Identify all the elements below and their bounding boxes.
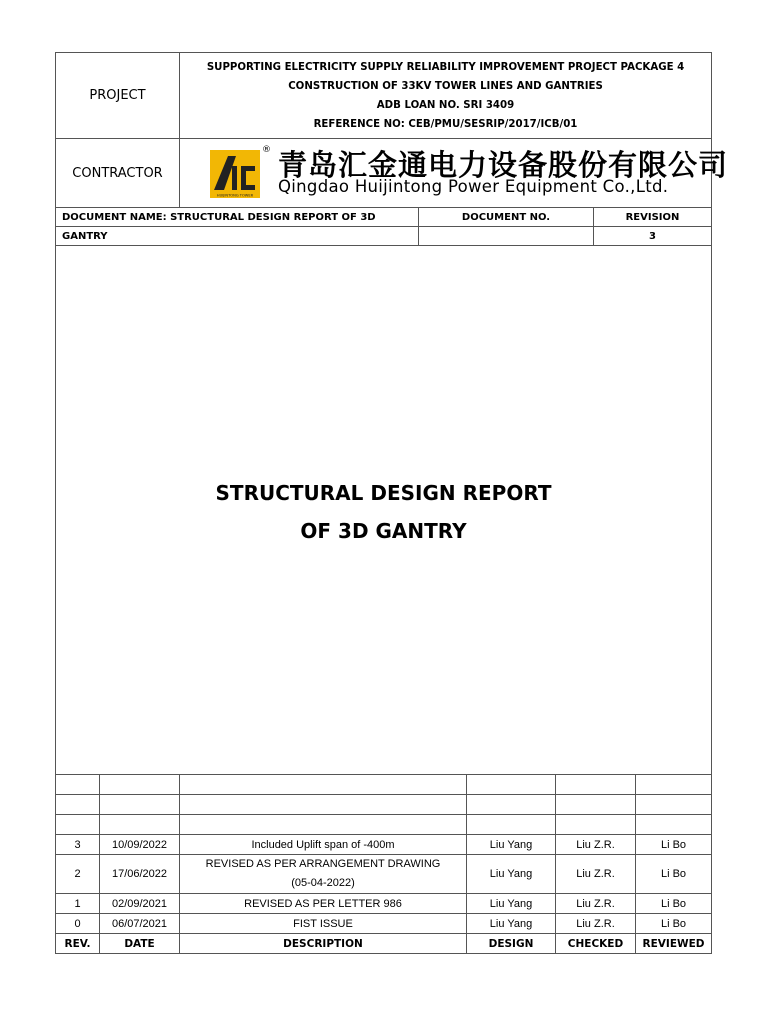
date-cell: 02/09/2021	[100, 894, 180, 914]
registered-mark: ®	[262, 145, 271, 155]
project-line: CONSTRUCTION OF 33KV TOWER LINES AND GANTRIES	[288, 80, 603, 92]
document-no-label: DOCUMENT NO.	[419, 208, 594, 227]
table-row	[56, 914, 712, 934]
document-frame	[55, 52, 729, 954]
table-row	[56, 795, 712, 815]
checked-cell: Liu Z.R.	[556, 835, 636, 855]
description-cell	[180, 855, 467, 894]
table-row	[56, 775, 712, 795]
checked-cell: Liu Z.R.	[556, 855, 636, 894]
contractor-name-en: Qingdao Huijintong Power Equipment Co.,Ltd.	[278, 177, 669, 196]
project-description	[180, 53, 712, 139]
header-design: DESIGN	[467, 934, 556, 954]
header-reviewed: REVIEWED	[636, 934, 712, 954]
design-cell: Liu Yang	[467, 914, 556, 934]
checked-cell: Liu Z.R.	[556, 914, 636, 934]
reviewed-cell: Li Bo	[636, 835, 712, 855]
contractor-label: CONTRACTOR	[56, 139, 180, 208]
revision-table	[55, 774, 712, 954]
description-line: (05-04-2022)	[291, 877, 355, 889]
project-line: REFERENCE NO: CEB/PMU/SESRIP/2017/ICB/01	[313, 118, 578, 130]
reviewed-cell: Li Bo	[636, 855, 712, 894]
rev-cell: 0	[56, 914, 100, 934]
revision-label: REVISION	[594, 208, 712, 227]
description-cell: FIST ISSUE	[180, 914, 467, 934]
rev-cell: 2	[56, 855, 100, 894]
header-date: DATE	[100, 934, 180, 954]
reviewed-cell: Li Bo	[636, 894, 712, 914]
design-cell: Liu Yang	[467, 894, 556, 914]
header-description: DESCRIPTION	[180, 934, 467, 954]
company-logo-icon	[210, 150, 260, 198]
report-title-line: OF 3D GANTRY	[300, 519, 467, 543]
header-rev: REV.	[56, 934, 100, 954]
contractor-logo	[180, 139, 729, 208]
description-cell: Included Uplift span of -400m	[180, 835, 467, 855]
reviewed-cell: Li Bo	[636, 914, 712, 934]
project-label: PROJECT	[56, 53, 180, 139]
document-info-table	[55, 207, 712, 246]
revision-value: 3	[594, 227, 712, 246]
header-checked: CHECKED	[556, 934, 636, 954]
date-cell: 06/07/2021	[100, 914, 180, 934]
table-row	[56, 855, 712, 894]
table-row	[56, 835, 712, 855]
document-name-cont: GANTRY	[56, 227, 419, 246]
date-cell: 10/09/2022	[100, 835, 180, 855]
description-cell: REVISED AS PER LETTER 986	[180, 894, 467, 914]
design-cell: Liu Yang	[467, 835, 556, 855]
contractor-name-cn: 青岛汇金通电力设备股份有限公司	[278, 148, 729, 182]
report-title	[56, 474, 711, 550]
date-cell: 17/06/2022	[100, 855, 180, 894]
report-title-line: STRUCTURAL DESIGN REPORT	[215, 481, 552, 505]
cover-body	[55, 246, 712, 775]
checked-cell: Liu Z.R.	[556, 894, 636, 914]
table-row	[56, 815, 712, 835]
document-no-value	[419, 227, 594, 246]
header-table	[55, 52, 729, 208]
table-row	[56, 894, 712, 914]
project-line: ADB LOAN NO. SRI 3409	[376, 99, 515, 111]
table-header-row	[56, 934, 712, 954]
design-cell: Liu Yang	[467, 855, 556, 894]
project-line: SUPPORTING ELECTRICITY SUPPLY RELIABILITY IMPROVEMENT PROJECT PACKAGE 4	[206, 61, 685, 73]
rev-cell: 1	[56, 894, 100, 914]
document-name: DOCUMENT NAME: STRUCTURAL DESIGN REPORT OF 3D	[56, 208, 419, 227]
description-line: REVISED AS PER ARRANGEMENT DRAWING	[205, 858, 441, 870]
logo-small-text: HUIJINTONG TOWER	[216, 193, 254, 198]
rev-cell: 3	[56, 835, 100, 855]
